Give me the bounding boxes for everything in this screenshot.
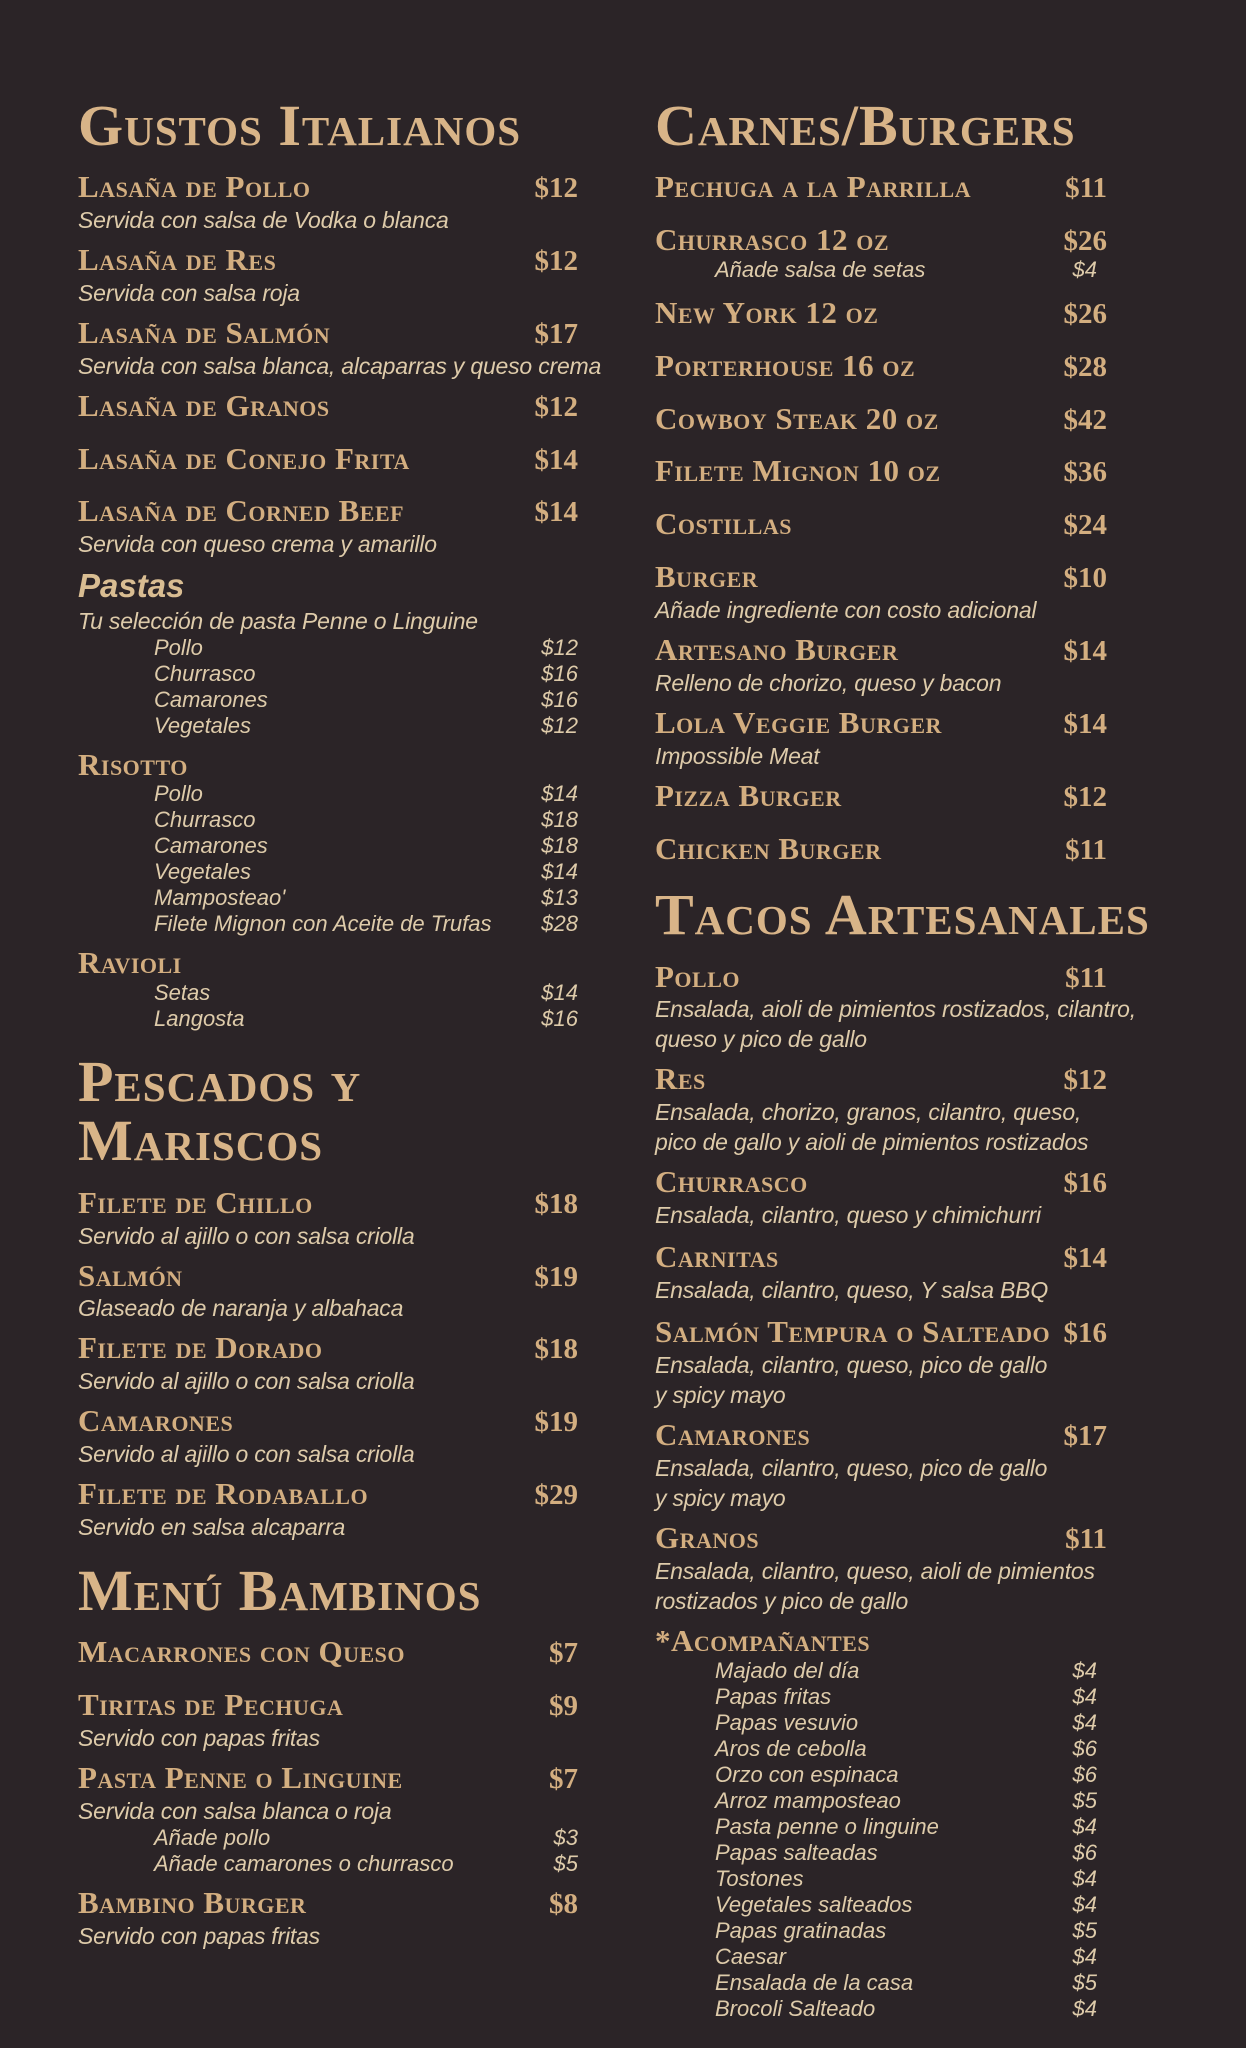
item-row — [655, 400, 1107, 436]
item-sub-option — [78, 980, 578, 1006]
sub-option-name: Setas — [154, 980, 211, 1006]
item-row — [655, 508, 1107, 541]
menu-item — [78, 746, 578, 938]
item-price: $7 — [549, 1637, 578, 1670]
sub-option-name: Langosta — [154, 1006, 245, 1032]
sub-option-price: $12 — [541, 712, 578, 738]
sub-option-name: Orzo con espinaca — [715, 1761, 899, 1787]
item-description: Servida con salsa de Vodka o blanca — [78, 207, 449, 234]
item-name: Filete de Rodaballo — [78, 1476, 369, 1512]
item-name: Ravioli — [78, 945, 182, 981]
sub-option-price: $16 — [541, 1006, 578, 1032]
sub-option-price: $18 — [541, 807, 578, 833]
sub-option-price: $14 — [541, 980, 578, 1006]
item-row — [655, 777, 1107, 813]
item-sub-option — [78, 781, 578, 807]
menu-item — [655, 830, 1107, 866]
item-sub-option — [655, 1684, 1107, 1710]
item-price: $24 — [1063, 509, 1107, 542]
item-price: $11 — [1065, 961, 1107, 994]
sub-option-name: Caesar — [715, 1943, 786, 1969]
item-row — [78, 947, 578, 980]
menu-item — [78, 1686, 578, 1752]
sub-option-name: Majado del día — [715, 1657, 860, 1683]
item-row — [78, 568, 578, 604]
item-price: $18 — [534, 1187, 578, 1220]
item-description: Ensalada, cilantro, queso y chimichurri — [655, 1202, 1041, 1229]
section-title — [78, 93, 578, 158]
item-description: Tu selección de pasta Penne o Linguine — [78, 607, 478, 634]
item-sub-option — [655, 1788, 1107, 1814]
sub-option-price: $14 — [541, 859, 578, 885]
menu-section — [655, 93, 1107, 866]
item-row — [78, 314, 578, 350]
sub-option-price: $18 — [541, 833, 578, 859]
item-name: Camarones — [655, 1416, 811, 1452]
item-name: Lasaña de Corned Beef — [78, 493, 405, 529]
item-price: $8 — [549, 1887, 578, 1920]
section-title — [78, 1557, 578, 1623]
menu-item — [78, 1405, 578, 1468]
menu-item — [78, 947, 578, 1032]
item-sub-option — [78, 859, 578, 885]
item-price: $14 — [1063, 707, 1107, 740]
sub-option-name: Añade pollo — [154, 1824, 271, 1850]
item-sub-option — [78, 635, 578, 661]
item-sub-option — [655, 1866, 1107, 1892]
sub-option-price: $3 — [553, 1824, 578, 1850]
sub-option-name: Pollo — [154, 781, 203, 807]
menu-item — [655, 294, 1107, 330]
item-row — [78, 1184, 578, 1220]
item-row — [655, 1241, 1107, 1274]
sub-option-price: $4 — [1072, 1995, 1097, 2021]
item-row — [78, 1636, 578, 1669]
item-row — [655, 1316, 1107, 1349]
sub-option-price: $28 — [541, 911, 578, 937]
item-name: Chicken Burger — [655, 830, 882, 866]
menu-item — [655, 171, 1107, 204]
item-sub-option — [78, 911, 578, 937]
sub-option-price: $4 — [1072, 1683, 1097, 1709]
sub-option-name: Churrasco — [154, 660, 256, 686]
item-price: $12 — [534, 172, 578, 205]
section-title — [655, 93, 1107, 158]
menu-column-right — [655, 93, 1150, 2032]
item-name: Lasaña de Res — [78, 242, 277, 278]
item-row — [655, 1166, 1107, 1199]
item-price: $7 — [549, 1762, 578, 1795]
item-row — [655, 704, 1107, 740]
item-description: Ensalada, chorizo, granos, cilantro, queso, — [655, 1099, 1082, 1126]
item-price: $19 — [534, 1406, 578, 1439]
section-title-line: Pescados y — [78, 1049, 362, 1115]
item-sub-option — [655, 257, 1107, 283]
item-name: New York 12 oz — [655, 294, 879, 330]
item-sub-option — [655, 1996, 1107, 2022]
section-title-line: Mariscos — [78, 1108, 324, 1174]
item-price: $29 — [534, 1479, 578, 1512]
item-name: Lasaña de Pollo — [78, 169, 311, 205]
sub-option-price: $5 — [1072, 1787, 1097, 1813]
sub-option-name: Churrasco — [154, 807, 256, 833]
item-description: Servido en salsa alcaparra — [78, 1513, 346, 1540]
item-row — [655, 455, 1107, 488]
item-sub-option — [78, 687, 578, 713]
item-sub-option — [655, 1892, 1107, 1918]
sub-option-price: $16 — [541, 686, 578, 712]
item-name: Macarrones con Queso — [78, 1634, 406, 1670]
item-row — [655, 561, 1107, 594]
item-sub-option — [655, 1658, 1107, 1684]
sub-option-price: $6 — [1072, 1735, 1097, 1761]
sub-option-price: $6 — [1072, 1839, 1097, 1865]
item-sub-option — [78, 833, 578, 859]
item-description: Impossible Meat — [655, 742, 820, 769]
item-row — [78, 1405, 578, 1438]
sub-option-price: $4 — [1072, 1709, 1097, 1735]
item-name: Pechuga a la Parrilla — [655, 169, 972, 205]
sub-option-name: Tostones — [715, 1865, 804, 1891]
sub-option-price: $13 — [541, 885, 578, 911]
sub-option-price: $4 — [1072, 256, 1097, 282]
item-price: $12 — [534, 390, 578, 423]
menu-item — [655, 1166, 1107, 1229]
sub-option-name: Vegetales — [154, 712, 252, 738]
item-name: Tiritas de Pechuga — [78, 1686, 344, 1722]
item-name: Pizza Burger — [655, 777, 842, 813]
menu-item — [78, 1332, 578, 1395]
item-name: Porterhouse 16 oz — [655, 347, 916, 383]
item-row — [655, 1416, 1107, 1452]
item-row — [655, 171, 1107, 204]
menu-item — [78, 1759, 578, 1877]
menu-item — [655, 634, 1107, 697]
section-title-line: Menú Bambinos — [78, 1557, 482, 1623]
sub-option-name: Arroz mamposteao — [715, 1787, 901, 1813]
sub-option-price: $4 — [1072, 1813, 1097, 1839]
item-description: Servido al ajillo o con salsa criolla — [78, 1222, 415, 1249]
item-description: Servido al ajillo o con salsa criolla — [78, 1441, 415, 1468]
item-description: Relleno de chorizo, queso y bacon — [655, 669, 1002, 696]
item-sub-option — [655, 1970, 1107, 1996]
item-name: Costillas — [655, 506, 792, 542]
menu-item — [655, 1416, 1107, 1512]
item-description: Ensalada, cilantro, queso, pico de gallo — [655, 1351, 1048, 1378]
item-price: $14 — [534, 443, 578, 476]
item-row — [78, 1332, 578, 1365]
item-row — [655, 347, 1107, 383]
sub-option-price: $16 — [541, 660, 578, 686]
menu-item — [78, 1257, 578, 1323]
sub-option-price: $5 — [1072, 1917, 1097, 1943]
item-row — [655, 1519, 1107, 1555]
sub-option-name: Pasta penne o linguine — [715, 1813, 939, 1839]
sub-option-name: Filete Mignon con Aceite de Trufas — [154, 911, 492, 937]
item-name: Camarones — [78, 1403, 234, 1439]
item-price: $17 — [1063, 1419, 1107, 1452]
item-sub-option — [655, 1814, 1107, 1840]
item-name: Burger — [655, 559, 759, 595]
section-title-line: Tacos Artesanales — [655, 882, 1150, 948]
item-price: $17 — [534, 317, 578, 350]
menu-item — [655, 400, 1107, 436]
sub-option-name: Aros de cebolla — [715, 1735, 867, 1761]
item-name: Pastas — [78, 567, 185, 605]
item-sub-option — [655, 1710, 1107, 1736]
item-description: queso y pico de gallo — [655, 1026, 867, 1053]
item-description: Ensalada, cilantro, queso, aioli de pimientos — [655, 1557, 1095, 1584]
item-name: Lasaña de Conejo Frita — [78, 440, 410, 476]
item-price: $12 — [1063, 780, 1107, 813]
sub-option-name: Pollo — [154, 634, 203, 660]
item-row — [655, 224, 1107, 257]
item-name: Granos — [655, 1519, 760, 1555]
item-price: $36 — [1063, 456, 1107, 489]
sub-option-name: Ensalada de la casa — [715, 1969, 914, 1995]
item-sub-option — [78, 661, 578, 687]
item-row — [655, 294, 1107, 330]
item-name: Res — [655, 1061, 706, 1097]
sub-option-name: Camarones — [154, 833, 268, 859]
item-row — [78, 1759, 578, 1795]
item-sub-option — [78, 1006, 578, 1032]
item-price: $10 — [1063, 562, 1107, 595]
sub-option-name: Brocoli Salteado — [715, 1995, 876, 2021]
item-price: $11 — [1065, 172, 1107, 205]
sub-option-name: Papas fritas — [715, 1683, 832, 1709]
item-description: Ensalada, cilantro, queso, pico de gallo — [655, 1454, 1048, 1481]
sub-option-price: $6 — [1072, 1761, 1097, 1787]
item-price: $19 — [534, 1260, 578, 1293]
menu-item — [78, 1636, 578, 1669]
item-sub-option — [78, 885, 578, 911]
item-price: $26 — [1063, 297, 1107, 330]
sub-option-price: $5 — [553, 1850, 578, 1876]
item-description: Servido con papas fritas — [78, 1724, 320, 1751]
sub-option-price: $14 — [541, 781, 578, 807]
menu-section — [655, 882, 1150, 2021]
item-row — [78, 1686, 578, 1722]
item-price: $11 — [1065, 833, 1107, 866]
item-description: Ensalada, cilantro, queso, Y salsa BBQ — [655, 1277, 1049, 1304]
item-description: Servido con papas fritas — [78, 1922, 320, 1949]
item-description: pico de gallo y aioli de pimientos rostizados — [655, 1129, 1089, 1156]
item-price: $9 — [549, 1689, 578, 1722]
sub-option-name: Camarones — [154, 686, 268, 712]
menu-item — [655, 1241, 1107, 1304]
menu-item — [655, 224, 1107, 283]
item-sub-option — [655, 1944, 1107, 1970]
sub-option-name: Mamposteao' — [154, 885, 286, 911]
sub-option-name: Añade salsa de setas — [715, 256, 926, 282]
item-name: Bambino Burger — [78, 1884, 307, 1920]
item-price: $42 — [1063, 403, 1107, 436]
item-price: $11 — [1065, 1522, 1107, 1555]
item-row — [655, 1063, 1107, 1096]
menu-item — [78, 495, 578, 558]
menu-item — [655, 347, 1107, 383]
item-name: Carnitas — [655, 1239, 779, 1275]
item-name: Churrasco 12 oz — [655, 222, 890, 258]
item-name: Cowboy Steak 20 oz — [655, 400, 939, 436]
item-name: Filete de Dorado — [78, 1330, 323, 1366]
menu-section — [78, 1049, 578, 1541]
menu-section — [78, 93, 602, 1032]
menu-item — [78, 314, 602, 380]
item-price: $12 — [534, 245, 578, 278]
item-row — [78, 1884, 578, 1920]
item-row — [78, 387, 578, 423]
item-name: Risotto — [78, 746, 188, 782]
item-name: Pollo — [655, 958, 741, 994]
sub-option-name: Papas salteadas — [715, 1839, 878, 1865]
sub-option-name: Vegetales — [154, 859, 252, 885]
item-name: Salmón Tempura o Salteado — [655, 1314, 1051, 1350]
menu-item — [78, 440, 578, 476]
item-description: Servida con salsa roja — [78, 279, 300, 306]
sub-option-price: $5 — [1072, 1969, 1097, 1995]
item-name: *Acompañantes — [655, 1622, 871, 1658]
menu-item — [655, 1622, 1107, 2022]
menu-item — [655, 455, 1107, 488]
item-sub-option — [655, 1918, 1107, 1944]
item-sub-option — [78, 713, 578, 739]
item-sub-option — [78, 1825, 578, 1851]
item-price: $16 — [1063, 1317, 1107, 1350]
sub-option-name: Papas gratinadas — [715, 1917, 887, 1943]
item-price: $18 — [534, 1333, 578, 1366]
menu-item — [655, 958, 1136, 1054]
sub-option-price: $4 — [1072, 1657, 1097, 1683]
sub-option-name: Papas vesuvio — [715, 1709, 859, 1735]
item-name: Artesano Burger — [655, 632, 899, 668]
section-title — [655, 882, 1150, 948]
item-sub-option — [655, 1762, 1107, 1788]
item-description: y spicy mayo — [655, 1484, 786, 1511]
menu-item — [655, 1316, 1107, 1409]
menu-item — [78, 1884, 578, 1950]
item-price: $14 — [1063, 635, 1107, 668]
section-title-line: Gustos Italianos — [78, 93, 522, 158]
item-row — [655, 1622, 1107, 1658]
item-name: Lola Veggie Burger — [655, 704, 942, 740]
menu-column-left — [78, 93, 602, 1960]
item-description: Servido al ajillo o con salsa criolla — [78, 1368, 415, 1395]
item-price: $12 — [1063, 1064, 1107, 1097]
item-price: $14 — [534, 496, 578, 529]
item-name: Churrasco — [655, 1164, 808, 1200]
item-description: Servida con salsa blanca, alcaparras y queso crema — [78, 352, 602, 379]
item-row — [655, 958, 1107, 994]
menu-item — [78, 244, 578, 307]
item-name: Lasaña de Salmón — [78, 314, 331, 350]
item-row — [655, 634, 1107, 667]
item-name: Salmón — [78, 1257, 183, 1293]
item-description: Servida con queso crema y amarillo — [78, 531, 437, 558]
item-row — [78, 440, 578, 476]
item-row — [78, 746, 578, 782]
item-description: rostizados y pico de gallo — [655, 1587, 909, 1614]
item-sub-option — [655, 1736, 1107, 1762]
item-row — [78, 171, 578, 204]
menu-item — [655, 777, 1107, 813]
item-price: $26 — [1063, 225, 1107, 258]
menu-item — [655, 508, 1107, 541]
menu-item — [78, 171, 578, 234]
menu-section — [78, 1557, 578, 1950]
sub-option-name: Vegetales salteados — [715, 1891, 913, 1917]
item-description: Ensalada, aioli de pimientos rostizados, cilantro, — [655, 996, 1136, 1023]
sub-option-price: $4 — [1072, 1891, 1097, 1917]
menu-item — [78, 387, 578, 423]
item-name: Filete Mignon 10 oz — [655, 453, 941, 489]
item-row — [78, 495, 578, 528]
item-sub-option — [655, 1840, 1107, 1866]
menu-item — [655, 561, 1107, 624]
item-description: Glaseado de naranja y albahaca — [78, 1295, 404, 1322]
sub-option-name: Añade camarones o churrasco — [154, 1850, 454, 1876]
item-description: Añade ingrediente con costo adicional — [655, 597, 1037, 624]
menu-item — [655, 1063, 1107, 1156]
item-row — [78, 1257, 578, 1293]
menu-item — [78, 568, 578, 738]
item-price: $16 — [1063, 1167, 1107, 1200]
item-name: Pasta Penne o Linguine — [78, 1759, 403, 1795]
item-name: Lasaña de Granos — [78, 387, 330, 423]
item-sub-option — [78, 807, 578, 833]
item-price: $14 — [1063, 1242, 1107, 1275]
section-title-line: Carnes/Burgers — [655, 93, 1076, 158]
menu-item — [78, 1478, 578, 1541]
sub-option-price: $4 — [1072, 1943, 1097, 1969]
item-price: $28 — [1063, 350, 1107, 383]
sub-option-price: $12 — [541, 634, 578, 660]
item-description: Servida con salsa blanca o roja — [78, 1797, 392, 1824]
menu-item — [655, 1519, 1107, 1615]
item-row — [655, 830, 1107, 866]
item-row — [78, 1478, 578, 1511]
item-row — [78, 244, 578, 277]
item-sub-option — [78, 1851, 578, 1877]
item-description: y spicy mayo — [655, 1381, 786, 1408]
menu-item — [78, 1184, 578, 1250]
menu-item — [655, 704, 1107, 770]
sub-option-price: $4 — [1072, 1865, 1097, 1891]
item-name: Filete de Chillo — [78, 1184, 313, 1220]
section-title — [78, 1049, 578, 1174]
